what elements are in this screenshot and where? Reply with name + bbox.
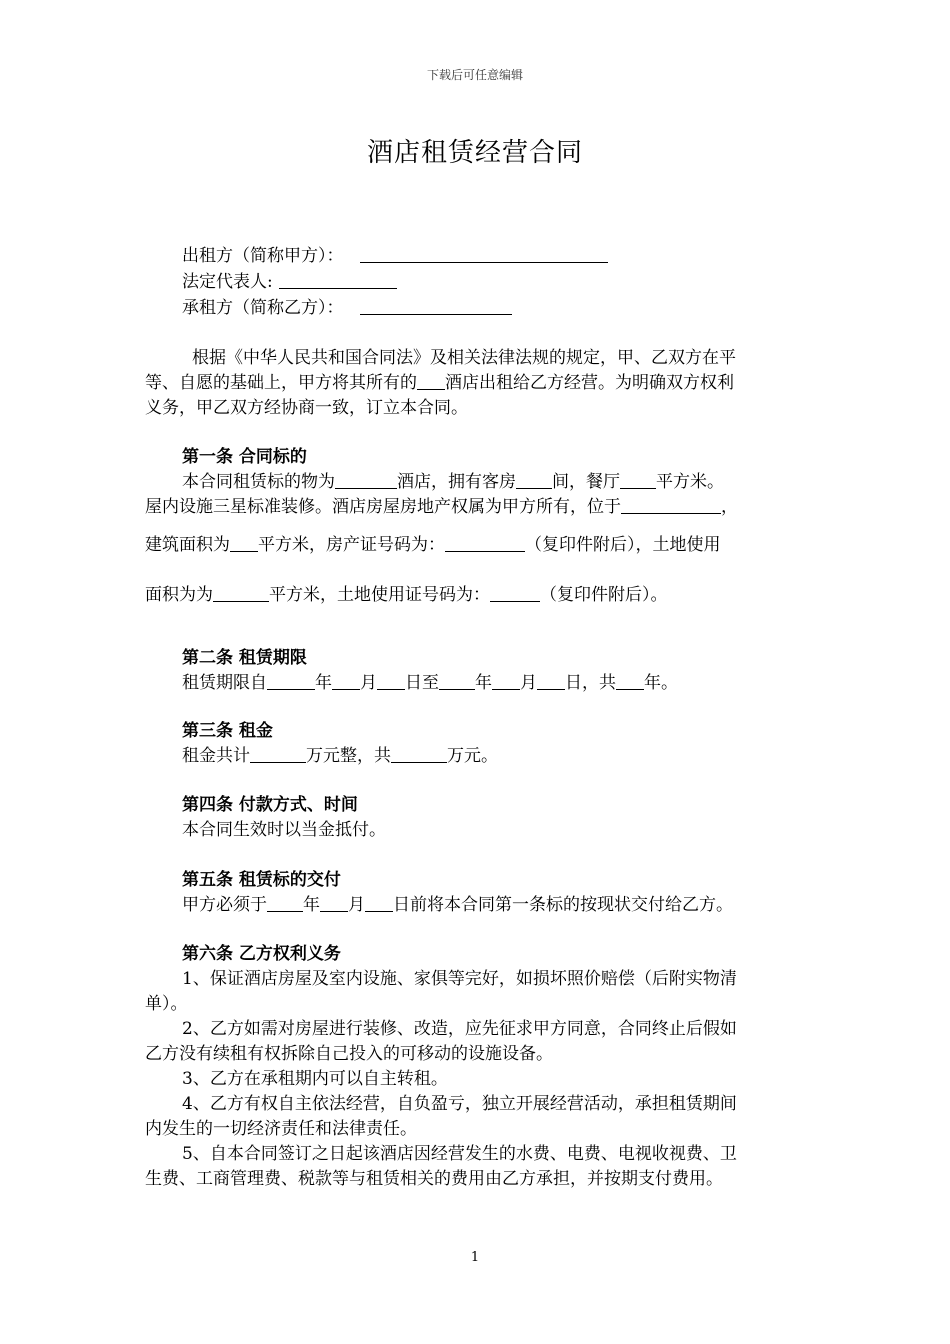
article-1-line-1: 本合同租赁标的物为 酒店，拥有客房 间，餐厅 平方米。: [182, 472, 724, 492]
article-6-item-1: 1、保证酒店房屋及室内设施、家俱等完好，如损坏照价赔偿（后附实物清: [182, 969, 737, 989]
article-6-item-2-cont: 乙方没有续租有权拆除自己投入的可移动的设施设备。: [145, 1044, 553, 1064]
article-5-line-1: 甲方必须于 年 月 日前将本合同第一条标的按现状交付给乙方。: [182, 895, 733, 915]
article-6-item-3: 3、乙方在承租期内可以自主转租。: [182, 1069, 448, 1089]
article-6-item-4: 4、乙方有权自主依法经营，自负盈亏，独立开展经营活动，承担租赁期间: [182, 1094, 737, 1114]
article-2-line-1: 租赁期限自 年 月 日至 年 月 日，共 年。: [182, 673, 678, 693]
hotel-name-blank: [417, 371, 445, 390]
article-1-line-3: 建筑面积为 平方米，房产证号码为： （复印件附后），土地使用: [145, 535, 721, 555]
article-6-item-4-cont: 内发生的一切经济责任和法律责任。: [145, 1119, 417, 1139]
legal-rep-line: 法定代表人:: [182, 270, 397, 294]
article-1-line-4: 面积为为 平方米，土地使用证号码为： （复印件附后）。: [145, 585, 668, 605]
article-3-line-1: 租金共计 万元整，共 万元。: [182, 746, 498, 766]
article-6-item-2: 2、乙方如需对房屋进行装修、改造，应先征求甲方同意，合同终止后假如: [182, 1019, 737, 1039]
lessee-line: 承租方（简称乙方）：: [182, 296, 512, 320]
lessee-blank: [360, 296, 512, 315]
preamble-line-3: 义务，甲乙双方经协商一致，订立本合同。: [145, 398, 468, 418]
article-6-item-1-cont: 单）。: [145, 994, 188, 1014]
document-title: 酒店租赁经营合同: [366, 138, 583, 168]
lessor-blank: [360, 244, 608, 263]
page-number: 1: [470, 1250, 480, 1265]
article-6-item-5-cont: 生费、工商管理费、税款等与租赁相关的费用由乙方承担，并按期支付费用。: [145, 1169, 723, 1189]
article-6-item-5: 5、自本合同签订之日起该酒店因经营发生的水费、电费、电视收视费、卫: [182, 1144, 737, 1164]
article-2-heading: 第二条 租赁期限: [182, 648, 307, 668]
preamble-line-2: 等、自愿的基础上，甲方将其所有的 酒店出租给乙方经营。为明确双方权利: [145, 373, 734, 393]
page-header: 下载后可任意编辑: [426, 68, 523, 82]
article-5-heading: 第五条 租赁标的交付: [182, 870, 341, 890]
article-6-heading: 第六条 乙方权利义务: [182, 944, 341, 964]
article-1-line-2: 屋内设施三星标准装修。酒店房屋房地产权属为甲方所有，位于 ，: [145, 497, 738, 517]
article-3-heading: 第三条 租金: [182, 721, 273, 741]
article-4-heading: 第四条 付款方式、时间: [182, 795, 358, 815]
article-4-line-1: 本合同生效时以当金抵付。: [182, 820, 386, 840]
legal-rep-blank: [279, 270, 397, 289]
preamble-line-1: 根据《中华人民共和国合同法》及相关法律法规的规定，甲、乙双方在平: [192, 348, 736, 368]
lessor-line: 出租方（简称甲方）：: [182, 244, 608, 268]
article-1-heading: 第一条 合同标的: [182, 447, 307, 467]
